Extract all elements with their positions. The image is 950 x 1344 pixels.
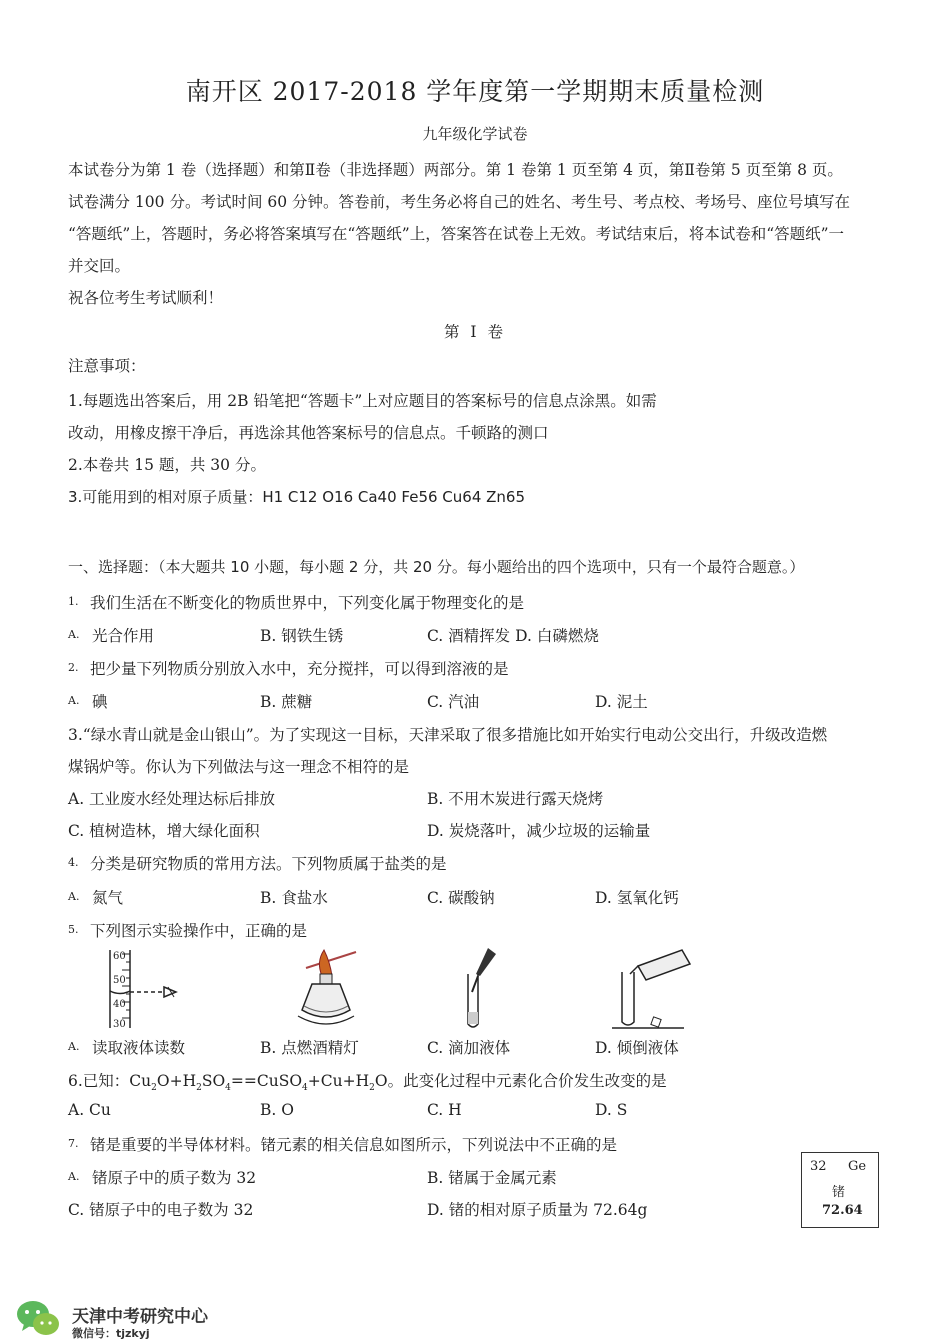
atomic-number: 32 (810, 1159, 827, 1174)
option-d: D. S (595, 1101, 628, 1119)
scale-label: 30 (113, 1019, 126, 1030)
question-stem: 3.“绿水青山就是金山银山”。为了实现这一目标，天津采取了很多措施比如开始实行电动公交出行，升级改造燃 (68, 726, 828, 744)
option-b: B. 食盐水 (260, 889, 328, 907)
element-card (801, 1152, 879, 1228)
atomic-mass: 72.64 (822, 1203, 863, 1218)
pouring-figure (608, 946, 698, 1032)
option-b: B. 锗属于金属元素 (427, 1169, 557, 1187)
intro-line: 本试卷分为第 1 卷（选择题）和第Ⅱ卷（非选择题）两部分。第 1 卷第 1 页至第 4 页，第Ⅱ卷第 5 页至第 8 页。 (68, 161, 843, 179)
option-b: B. 不用木炭进行露天烧烤 (427, 790, 604, 808)
intro-line: 祝各位考生考试顺利！ (68, 289, 224, 307)
graduated-cylinder-figure (100, 946, 190, 1030)
option-c: C. 锗原子中的电子数为 32 (68, 1201, 254, 1219)
option-c: C. H (427, 1101, 462, 1119)
option-a: 读取液体读数 (92, 1039, 186, 1057)
intro-line: 试卷满分 100 分。考试时间 60 分钟。答卷前，考生务必将自己的姓名、考生号、考点校、考场号、座位号填写在 (68, 193, 851, 211)
footer-wechat-id: 微信号：tjzkyj (72, 1327, 150, 1340)
option-d: D. 倾倒液体 (595, 1039, 679, 1057)
option-d: D. 泥土 (595, 693, 648, 711)
option-a: 光合作用 (92, 627, 155, 645)
notes-heading: 注意事项： (68, 357, 146, 375)
option-d: D. 锗的相对原子质量为 72.64g (427, 1201, 648, 1219)
question-stem: 锗是重要的半导体材料。锗元素的相关信息如图所示，下列说法中不正确的是 (90, 1136, 618, 1154)
option-b: B. 点燃酒精灯 (260, 1039, 359, 1057)
option-b: B. 蔗糖 (260, 693, 313, 711)
element-name: 锗 (832, 1185, 846, 1200)
intro-line: “答题纸”上，答题时，务必将答案填写在“答题纸”上，答案答在试卷上无效。考试结束后，将本试卷和“答题纸”一 (68, 225, 845, 243)
notes-line: 3.可能用到的相对原子质量：H1 C12 O16 Ca40 Fe56 Cu64 Zn65 (68, 488, 526, 506)
question-stem: 把少量下列物质分别放入水中，充分搅拌，可以得到溶液的是 (90, 660, 509, 678)
option-key: A. (68, 628, 80, 641)
option-cd: C. 酒精挥发 D. 白磷燃烧 (427, 627, 599, 645)
element-symbol: Ge (848, 1159, 867, 1174)
question-stem: 分类是研究物质的常用方法。下列物质属于盐类的是 (90, 855, 447, 873)
option-a: A. 工业废水经处理达标后排放 (68, 790, 276, 808)
page-title: 南开区 2017-2018 学年度第一学期期末质量检测 (185, 77, 765, 106)
section-heading: 一、选择题：（本大题共 10 小题，每小题 2 分，共 20 分。每小题给出的四个选项中，只有一个最符合题意。） (68, 558, 805, 576)
option-c: C. 植树造林，增大绿化面积 (68, 822, 260, 840)
question-stem: 下列图示实验操作中，正确的是 (90, 922, 308, 940)
scale-label: 60 (113, 951, 126, 962)
option-a: 碘 (92, 693, 108, 711)
question-number: 2. (68, 661, 79, 674)
option-d: D. 炭烧落叶，减少垃圾的运输量 (427, 822, 651, 840)
scale-label: 40 (113, 999, 126, 1010)
option-key: A. (68, 890, 80, 903)
page-subtitle: 九年级化学试卷 (422, 125, 528, 143)
option-b: B. O (260, 1101, 294, 1119)
footer-title: 天津中考研究中心 (72, 1307, 208, 1327)
option-c: C. 碳酸钠 (427, 889, 495, 907)
question-number: 7. (68, 1137, 79, 1150)
alcohol-lamp-figure (286, 946, 366, 1032)
option-c: C. 汽油 (427, 693, 480, 711)
question-stem: 6.已知：$Cu_2O+H_2SO_4==CuSO_4+Cu+H_2O$。此变化过程中元素化合价发生改变的是 (68, 1072, 667, 1094)
question-number: 4. (68, 856, 79, 869)
notes-line: 改动，用橡皮擦干净后，再选涂其他答案标号的信息点。千顿路的测口 (68, 424, 549, 442)
question-number: 5. (68, 923, 79, 936)
option-a: 氮气 (92, 889, 124, 907)
volume-label: 第 Ⅰ 卷 (444, 323, 506, 341)
option-key: A. (68, 694, 80, 707)
question-stem: 煤锅炉等。你认为下列做法与这一理念不相符的是 (68, 758, 410, 776)
option-c: C. 滴加液体 (427, 1039, 511, 1057)
notes-line: 2.本卷共 15 题，共 30 分。 (68, 456, 266, 474)
notes-line: 1.每题选出答案后，用 2B 铅笔把“答题卡”上对应题目的答案标号的信息点涂黑。如需 (68, 392, 657, 410)
option-a: 锗原子中的质子数为 32 (92, 1169, 257, 1187)
option-d: D. 氢氧化钙 (595, 889, 679, 907)
question-stem: 我们生活在不断变化的物质世界中，下列变化属于物理变化的是 (90, 594, 525, 612)
scale-label: 50 (113, 975, 126, 986)
option-key: A. (68, 1040, 80, 1053)
dropper-figure (450, 946, 510, 1032)
option-a: A. Cu (68, 1101, 111, 1119)
question-number: 1. (68, 595, 79, 608)
option-key: A. (68, 1170, 80, 1183)
intro-line: 并交回。 (68, 257, 131, 275)
wechat-logo-icon (16, 1298, 60, 1338)
option-b: B. 钢铁生锈 (260, 627, 344, 645)
